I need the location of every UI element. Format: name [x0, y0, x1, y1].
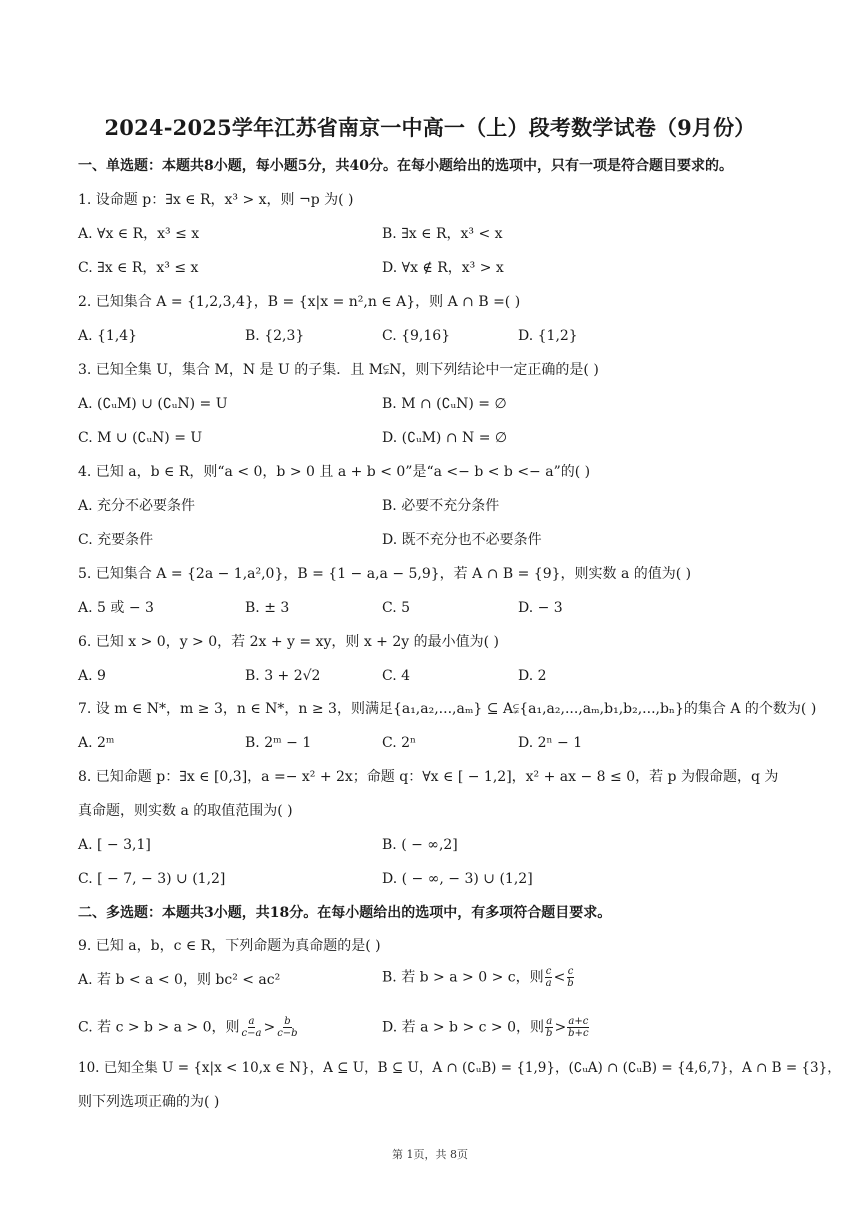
q6-option-b: B. 3 + 2√2 — [245, 668, 321, 684]
q9-option-c-fraction-2 — [276, 1016, 298, 1039]
q8-option-a: A. [ − 3,1] — [78, 837, 151, 853]
q1-stem: 1. 设命题 p：∃x ∈ R，x³ > x，则 ¬p 为( ) — [78, 192, 354, 208]
fraction-numerator: c — [567, 966, 574, 977]
q9-stem: 9. 已知 a，b，c ∈ R，下列命题为真命题的是( ) — [78, 938, 381, 954]
fraction-denominator: b — [567, 978, 574, 989]
q1-option-b: B. ∃x ∈ R，x³ < x — [382, 226, 503, 242]
q5-option-b: B. ± 3 — [245, 600, 290, 616]
q9-option-d-fraction-1 — [545, 1016, 553, 1039]
q6-option-d: D. 2 — [518, 668, 547, 684]
q8-option-b: B. ( − ∞,2] — [382, 837, 458, 853]
q6-option-a: A. 9 — [78, 668, 106, 684]
q5-option-d: D. − 3 — [518, 600, 563, 616]
section-heading-single-choice: 一、单选题：本题共8小题，每小题5分，共40分。在每小题给出的选项中，只有一项是符合题目要求的。 — [78, 158, 733, 174]
q6-stem: 6. 已知 x > 0，y > 0，若 2x + y = xy，则 x + 2y 的最小值为( ) — [78, 634, 499, 650]
q10-stem-line1: 10. 已知全集 U = {x|x < 10,x ∈ N}，A ⊆ U，B ⊆ U，A ∩ (∁ᵤB) = {1,9}，(∁ᵤA) ∩ (∁ᵤB) = {4,6,7}，A ∩ B = {3}， — [78, 1060, 841, 1076]
q3-option-b: B. M ∩ (∁ᵤN) = ∅ — [382, 396, 507, 412]
q9-option-b — [382, 966, 576, 989]
q9-option-d-text: D. 若 a > b > c > 0，则 — [382, 1019, 545, 1036]
q2-option-b: B. {2,3} — [245, 328, 305, 344]
q1-option-a: A. ∀x ∈ R，x³ ≤ x — [78, 226, 200, 242]
q9-option-c-operator: > — [263, 1019, 276, 1036]
q9-option-d-fraction-2 — [567, 1016, 589, 1039]
q7-stem: 7. 设 m ∈ N*，m ≥ 3，n ∈ N*，n ≥ 3，则满足{a₁,a₂,...,aₘ} ⊆ A⫋{a₁,a₂,...,aₘ,b₁,b₂,...,bₙ}的集合 A 的个数为( ) — [78, 701, 817, 717]
page-title: 2024-2025学年江苏省南京一中高一（上）段考数学试卷（9月份） — [104, 115, 756, 140]
q4-option-d: D. 既不充分也不必要条件 — [382, 532, 542, 548]
q8-stem-line2: 真命题，则实数 a 的取值范围为( ) — [78, 803, 293, 819]
q9-option-c-fraction-1 — [241, 1016, 263, 1039]
q8-option-c: C. [ − 7, − 3) ∪ (1,2] — [78, 871, 226, 887]
fraction-numerator: c — [545, 966, 552, 977]
q9-option-d-operator: > — [554, 1019, 567, 1036]
q2-option-a: A. {1,4} — [78, 328, 138, 344]
fraction-numerator: b — [284, 1016, 291, 1027]
q3-option-d: D. (∁ᵤM) ∩ N = ∅ — [382, 430, 508, 446]
q7-option-b: B. 2ᵐ − 1 — [245, 735, 312, 751]
q9-option-c — [78, 1016, 300, 1039]
q2-option-d: D. {1,2} — [518, 328, 578, 344]
q2-option-c: C. {9,16} — [382, 328, 451, 344]
q8-option-d: D. ( − ∞, − 3) ∪ (1,2] — [382, 871, 533, 887]
q9-option-c-text: C. 若 c > b > a > 0，则 — [78, 1019, 240, 1036]
q3-stem: 3. 已知全集 U，集合 M，N 是 U 的子集．且 M⫋N，则下列结论中一定正确的是( ) — [78, 362, 599, 378]
q7-option-d: D. 2ⁿ − 1 — [518, 735, 583, 751]
q7-option-c: C. 2ⁿ — [382, 735, 417, 751]
q4-option-c: C. 充要条件 — [78, 532, 154, 548]
q1-option-c: C. ∃x ∈ R，x³ ≤ x — [78, 260, 199, 276]
section-heading-multi-choice: 二、多选题：本题共3小题，共18分。在每小题给出的选项中，有多项符合题目要求。 — [78, 905, 612, 921]
fraction-denominator: a — [545, 978, 552, 989]
q6-option-c: C. 4 — [382, 668, 411, 684]
q9-option-b-operator: < — [553, 969, 566, 986]
q3-option-c: C. M ∪ (∁ᵤN) = U — [78, 430, 203, 446]
q4-option-b: B. 必要不充分条件 — [382, 498, 500, 514]
q9-option-d — [382, 1016, 591, 1039]
q3-option-a: A. (∁ᵤM) ∪ (∁ᵤN) = U — [78, 396, 228, 412]
q9-option-b-fraction-2 — [566, 966, 574, 989]
fraction-denominator: c−b — [277, 1028, 298, 1039]
fraction-numerator: a — [248, 1016, 255, 1027]
fraction-denominator: b — [546, 1028, 553, 1039]
q7-option-a: A. 2ᵐ — [78, 735, 115, 751]
fraction-denominator: c−a — [241, 1028, 262, 1039]
fraction-numerator: a — [546, 1016, 553, 1027]
page-footer: 第 1页，共 8页 — [392, 1148, 468, 1161]
q5-stem: 5. 已知集合 A = {2a − 1,a²,0}，B = {1 − a,a − 5,9}，若 A ∩ B = {9}，则实数 a 的值为( ) — [78, 566, 692, 582]
q4-stem: 4. 已知 a，b ∈ R，则“a < 0，b > 0 且 a + b < 0”是“a <− b < b <− a”的( ) — [78, 464, 591, 480]
q4-option-a: A. 充分不必要条件 — [78, 498, 196, 514]
q10-stem-line2: 则下列选项正确的为( ) — [78, 1094, 220, 1110]
q2-stem: 2. 已知集合 A = {1,2,3,4}，B = {x|x = n²,n ∈ A}，则 A ∩ B =( ) — [78, 294, 521, 310]
q9-option-b-fraction-1 — [545, 966, 553, 989]
q9-option-b-text: B. 若 b > a > 0 > c，则 — [382, 969, 544, 986]
q8-stem-line1: 8. 已知命题 p：∃x ∈ [0,3]，a =− x² + 2x；命题 q：∀x ∈ [ − 1,2]，x² + ax − 8 ≤ 0，若 p 为假命题，q 为 — [78, 769, 779, 785]
fraction-denominator: b+c — [568, 1028, 589, 1039]
fraction-numerator: a+c — [568, 1016, 589, 1027]
q5-option-a: A. 5 或 − 3 — [78, 600, 154, 616]
q5-option-c: C. 5 — [382, 600, 411, 616]
q1-option-d: D. ∀x ∉ R，x³ > x — [382, 260, 504, 276]
q9-option-a: A. 若 b < a < 0，则 bc² < ac² — [78, 972, 281, 988]
